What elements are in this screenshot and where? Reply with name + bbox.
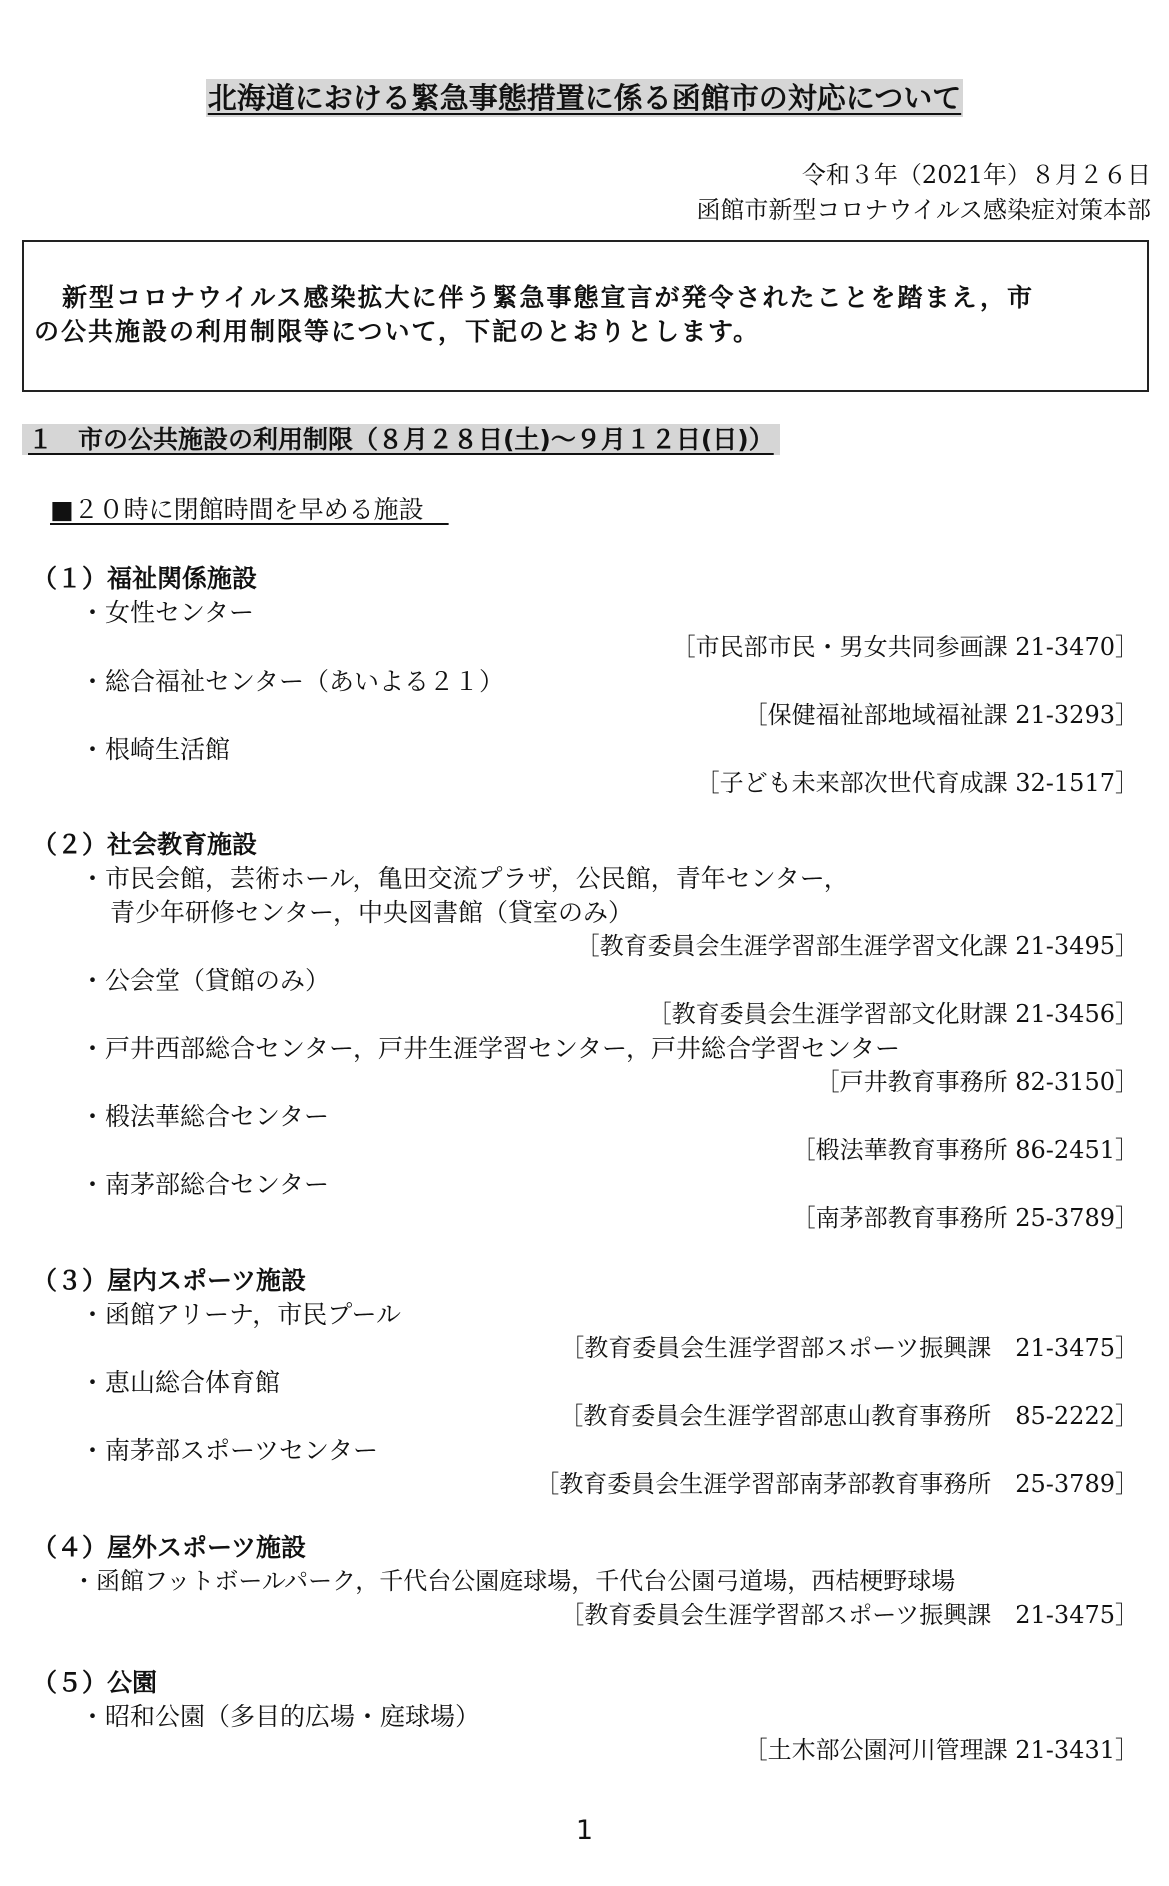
page-title: 北海道における緊急事態措置に係る函館市の対応について <box>207 81 962 115</box>
facility-contact: ［市民部市民・男女共同参画課 21-3470］ <box>671 633 1139 661</box>
notice-line-2: の公共施設の利用制限等について，下記のとおりとします。 <box>34 317 761 346</box>
facility-item: ・函館フットボールパーク，千代台公園庭球場，千代台公園弓道場，西桔梗野球場 <box>72 1567 956 1595</box>
facility-item: ・南茅部スポーツセンター <box>80 1436 379 1465</box>
category-social-education: （２）社会教育施設 <box>32 830 258 859</box>
facility-item: ・市民会館，芸術ホール，亀田交流プラザ，公民館，青年センター， <box>80 864 849 893</box>
facility-contact: ［土木部公園河川管理課 21-3431］ <box>743 1736 1139 1764</box>
facility-item-continuation: 青少年研修センター，中央図書館（貸室のみ） <box>110 898 634 927</box>
notice-line-1: 新型コロナウイルス感染拡大に伴う緊急事態宣言が発令されたことを踏まえ，市 <box>62 283 1035 312</box>
facility-contact: ［教育委員会生涯学習部スポーツ振興課 21-3475］ <box>560 1601 1139 1629</box>
facility-contact: ［椴法華教育事務所 86-2451］ <box>791 1136 1139 1164</box>
section-1-subheading: ■２０時に閉館時間を早める施設 <box>50 495 449 524</box>
facility-item: ・南茅部総合センター <box>80 1170 330 1199</box>
facility-item: ・函館アリーナ，市民プール <box>80 1300 402 1329</box>
issue-date: 令和３年（2021年）８月２６日 <box>801 161 1151 189</box>
facility-contact: ［南茅部教育事務所 25-3789］ <box>791 1204 1139 1232</box>
page-number: 1 <box>575 1815 594 1846</box>
facility-item: ・女性センター <box>80 598 255 627</box>
notice-box <box>22 240 1149 392</box>
facility-item: ・公会堂（貸館のみ） <box>80 966 331 995</box>
facility-item: ・恵山総合体育館 <box>80 1368 281 1397</box>
section-1-heading: １ 市の公共施設の利用制限（８月２８日(土)～９月１２日(日)） <box>22 427 780 452</box>
category-outdoor-sports: （４）屋外スポーツ施設 <box>32 1533 307 1562</box>
facility-contact: ［戸井教育事務所 82-3150］ <box>815 1068 1139 1096</box>
facility-contact: ［教育委員会生涯学習部南茅部教育事務所 25-3789］ <box>535 1470 1139 1498</box>
facility-contact: ［保健福祉部地域福祉課 21-3293］ <box>743 701 1139 729</box>
facility-contact: ［教育委員会生涯学習部生涯学習文化課 21-3495］ <box>575 932 1139 960</box>
category-indoor-sports: （３）屋内スポーツ施設 <box>32 1266 307 1295</box>
issuing-organization: 函館市新型コロナウイルス感染症対策本部 <box>696 196 1151 224</box>
facility-item: ・戸井西部総合センター，戸井生涯学習センター，戸井総合学習センター <box>80 1034 901 1063</box>
facility-contact: ［子ども未来部次世代育成課 32-1517］ <box>695 769 1139 797</box>
facility-contact: ［教育委員会生涯学習部スポーツ振興課 21-3475］ <box>560 1334 1139 1362</box>
category-welfare: （１）福祉関係施設 <box>32 564 258 593</box>
category-parks: （５）公園 <box>32 1668 158 1697</box>
facility-item: ・根崎生活館 <box>80 735 231 764</box>
facility-contact: ［教育委員会生涯学習部恵山教育事務所 85-2222］ <box>559 1402 1139 1430</box>
facility-item: ・総合福祉センター（あいよる２１） <box>80 667 505 696</box>
facility-contact: ［教育委員会生涯学習部文化財課 21-3456］ <box>647 1000 1139 1028</box>
facility-item: ・椴法華総合センター <box>80 1102 330 1131</box>
facility-item: ・昭和公園（多目的広場・庭球場） <box>80 1702 481 1731</box>
